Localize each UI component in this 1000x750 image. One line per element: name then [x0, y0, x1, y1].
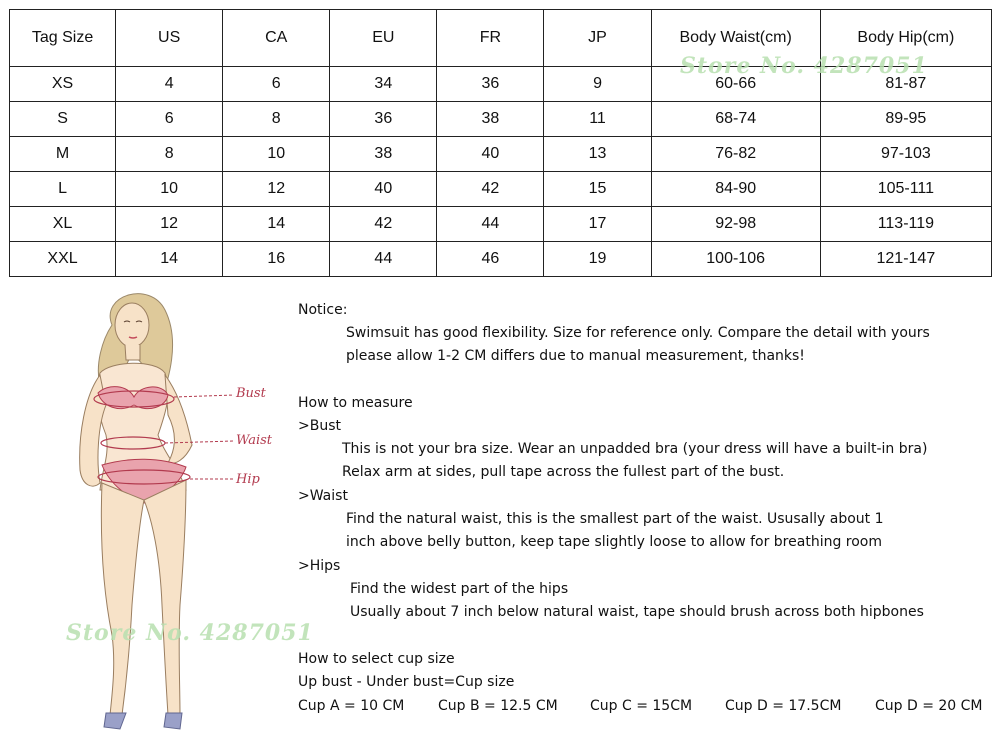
bust-line-2: Relax arm at sides, pull tape across the fullest part of the bust.	[342, 464, 785, 480]
cup-b-value: Cup B = 12.5 CM	[438, 698, 558, 714]
table-cell: 113-119	[820, 207, 991, 242]
table-cell: 76-82	[651, 137, 820, 172]
table-cell: 38	[330, 137, 437, 172]
table-cell: L	[10, 172, 116, 207]
table-row	[10, 207, 992, 242]
waist-heading: >Waist	[298, 488, 348, 504]
header-body-waist: Body Waist(cm)	[651, 10, 820, 67]
table-cell: 121-147	[820, 242, 991, 277]
table-cell: 11	[544, 102, 651, 137]
table-cell: XXL	[10, 242, 116, 277]
table-cell: 12	[223, 172, 330, 207]
waist-line-1: Find the natural waist, this is the smallest part of the waist. Ususally about 1	[346, 511, 884, 527]
table-cell: 44	[437, 207, 544, 242]
header-us: US	[116, 10, 223, 67]
table-cell: 40	[437, 137, 544, 172]
table-cell: 105-111	[820, 172, 991, 207]
table-cell: 10	[116, 172, 223, 207]
store-watermark: Store No. 4287051	[680, 53, 928, 79]
waist-label: Waist	[236, 433, 273, 448]
table-cell: 100-106	[651, 242, 820, 277]
table-cell: XS	[10, 67, 116, 102]
table-cell: 68-74	[651, 102, 820, 137]
size-chart-table	[9, 9, 992, 277]
cup-c-value: Cup C = 15CM	[590, 698, 693, 714]
table-cell: 92-98	[651, 207, 820, 242]
table-row	[10, 102, 992, 137]
table-cell: 44	[330, 242, 437, 277]
cup-size-title: How to select cup size	[298, 651, 455, 667]
table-cell: 10	[223, 137, 330, 172]
cup-a-value: Cup A = 10 CM	[298, 698, 405, 714]
table-row	[10, 137, 992, 172]
table-cell: 17	[544, 207, 651, 242]
cup-d-value: Cup D = 17.5CM	[725, 698, 842, 714]
woman-figure-illustration	[40, 285, 290, 745]
table-cell: 84-90	[651, 172, 820, 207]
table-cell: 13	[544, 137, 651, 172]
table-cell: 34	[330, 67, 437, 102]
table-cell: 6	[116, 102, 223, 137]
cup-size-formula: Up bust - Under bust=Cup size	[298, 674, 515, 690]
how-to-measure-title: How to measure	[298, 395, 413, 411]
table-cell: 14	[223, 207, 330, 242]
table-cell: 36	[330, 102, 437, 137]
table-cell: 42	[330, 207, 437, 242]
header-body-hip: Body Hip(cm)	[820, 10, 991, 67]
store-watermark-bottom: Store No. 4287051	[66, 620, 314, 646]
cup-d-large-value: Cup D = 20 CM	[875, 698, 983, 714]
table-cell: 38	[437, 102, 544, 137]
table-cell: 12	[116, 207, 223, 242]
table-cell: XL	[10, 207, 116, 242]
body-measurement-figure	[40, 285, 290, 745]
hips-line-1: Find the widest part of the hips	[350, 581, 569, 597]
header-jp: JP	[544, 10, 651, 67]
table-row	[10, 172, 992, 207]
table-cell: 60-66	[651, 67, 820, 102]
table-cell: 97-103	[820, 137, 991, 172]
table-cell: 4	[116, 67, 223, 102]
header-ca: CA	[223, 10, 330, 67]
hip-label: Hip	[236, 472, 260, 487]
table-cell: 16	[223, 242, 330, 277]
table-cell: 89-95	[820, 102, 991, 137]
table-row	[10, 242, 992, 277]
table-cell: 40	[330, 172, 437, 207]
table-cell: 14	[116, 242, 223, 277]
table-cell: M	[10, 137, 116, 172]
table-cell: 81-87	[820, 67, 991, 102]
hips-heading: >Hips	[298, 558, 341, 574]
notice-line-1: Swimsuit has good flexibility. Size for reference only. Compare the detail with yours	[346, 325, 930, 341]
bust-line-1: This is not your bra size. Wear an unpadded bra (your dress will have a built-in bra)	[342, 441, 928, 457]
table-cell: 6	[223, 67, 330, 102]
table-cell: 42	[437, 172, 544, 207]
header-tag-size: Tag Size	[10, 10, 116, 67]
table-cell: 46	[437, 242, 544, 277]
table-cell: 19	[544, 242, 651, 277]
table-cell: 9	[544, 67, 651, 102]
waist-line-2: inch above belly button, keep tape slightly loose to allow for breathing room	[346, 534, 883, 550]
table-cell: S	[10, 102, 116, 137]
table-cell: 8	[223, 102, 330, 137]
bust-label: Bust	[236, 386, 266, 401]
header-fr: FR	[437, 10, 544, 67]
table-cell: 8	[116, 137, 223, 172]
cup-size-list	[298, 696, 998, 716]
table-cell: 15	[544, 172, 651, 207]
notice-title: Notice:	[298, 302, 348, 318]
notice-line-2: please allow 1-2 CM differs due to manual measurement, thanks!	[346, 348, 805, 364]
table-cell: 36	[437, 67, 544, 102]
header-eu: EU	[330, 10, 437, 67]
hips-line-2: Usually about 7 inch below natural waist, tape should brush across both hipbones	[350, 604, 924, 620]
bust-heading: >Bust	[298, 418, 341, 434]
